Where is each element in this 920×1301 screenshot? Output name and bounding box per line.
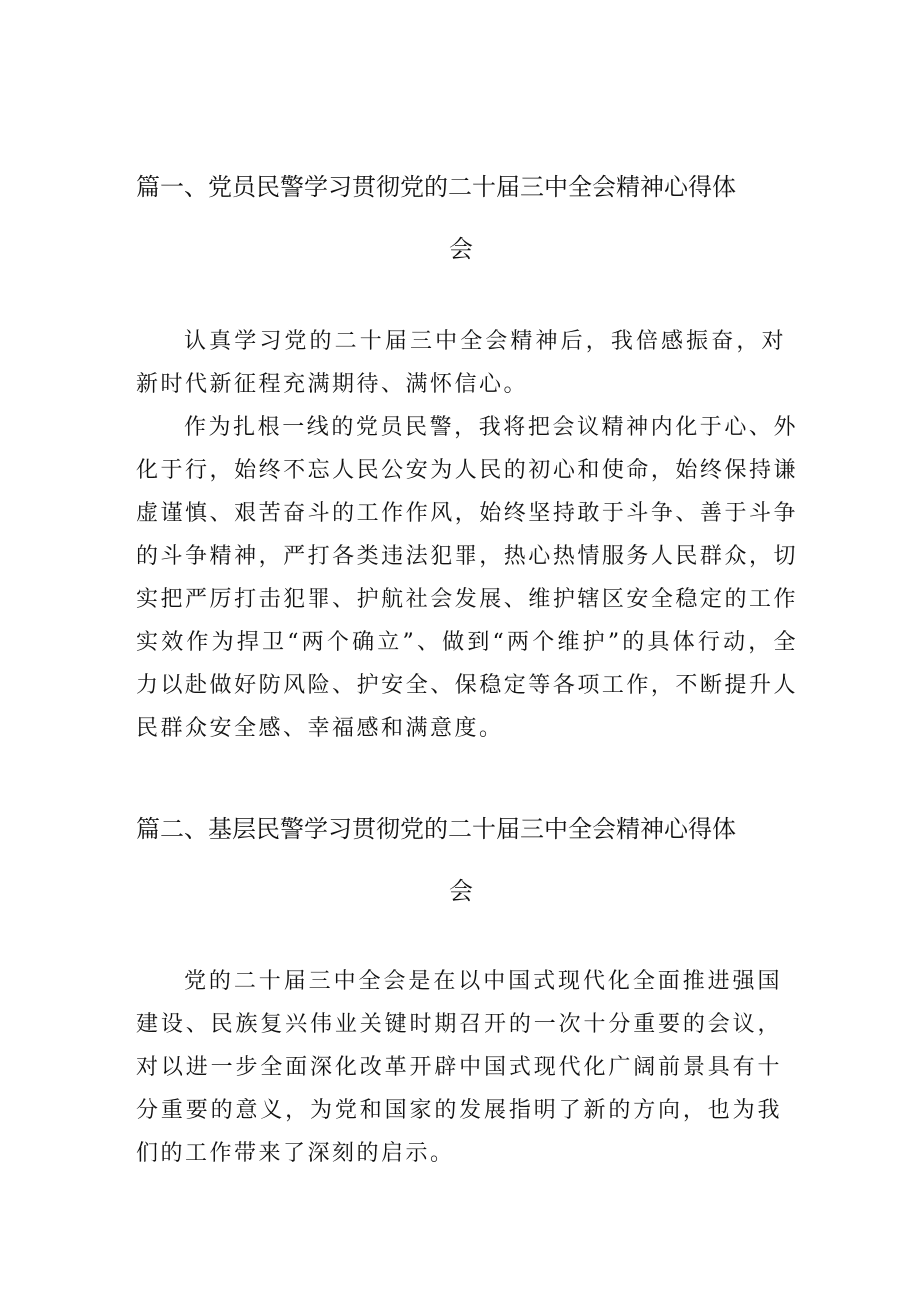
section-1-heading-line1: 篇一、党员民警学习贯彻党的二十届三中全会精神心得体 [136,173,736,201]
section-1-paragraph-1: 认真学习党的二十届三中全会精神后，我倍感振奋，对新时代新征程充满期待、满怀信心。 [136,329,786,397]
section-2-heading [136,798,736,922]
section-1-paragraph-2: 作为扎根一线的党员民警，我将把会议精神内化于心、外化于行，始终不忘人民公安为人民的初心和使命，始终保持谦虚谨慎、艰苦奋斗的工作作风，始终坚持敢于斗争、善于斗争的斗争精神，严打各类违法犯罪，热心热情服务人民群众，切实把严厉打击犯罪、护航社会发展、维护辖区安全稳定的工作实效作为捍卫“两个确立”、做到“两个维护”的具体行动，全力以赴做好防风险、护安全、保稳定等各项工作，不断提升人民群众安全感、幸福感和满意度。 [136,415,798,741]
section-1-heading [136,156,736,280]
section-2-heading-line1: 篇二、基层民警学习贯彻党的二十届三中全会精神心得体 [136,815,736,843]
section-2-paragraph-1: 党的二十届三中全会是在以中国式现代化全面推进强国建设、民族复兴伟业关键时期召开的一次十分重要的会议，对以进一步全面深化改革开辟中国式现代化广阔前景具有十分重要的意义，为党和国家的发展指明了新的方向，也为我们的工作带来了深刻的启示。 [136,969,782,1166]
section-2-heading-line2: 会 [449,877,473,905]
section-1-heading-line2: 会 [449,235,473,263]
